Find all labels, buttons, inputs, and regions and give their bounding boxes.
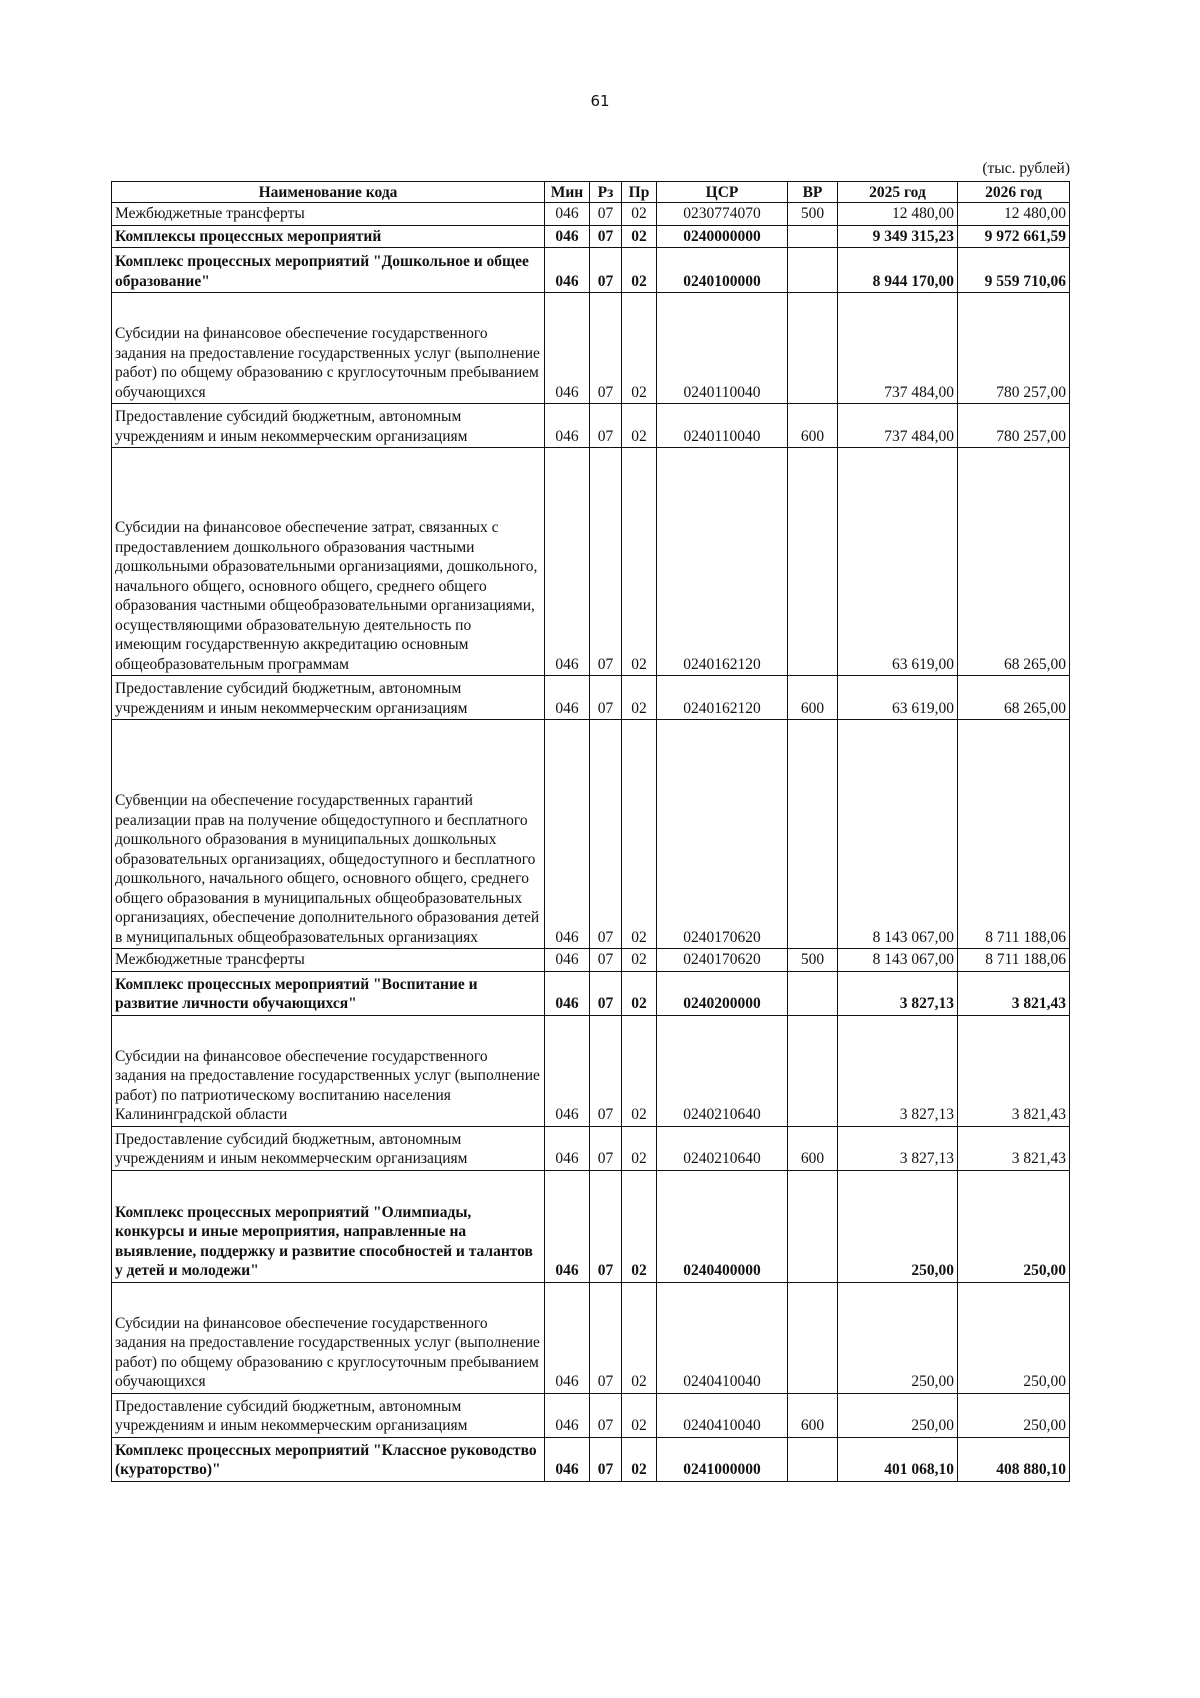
- row-min: 046: [545, 404, 590, 448]
- row-rz: 07: [590, 248, 622, 293]
- row-rz: 07: [590, 1170, 622, 1282]
- row-csr: 0240110040: [657, 404, 788, 448]
- table-row: [112, 1015, 1070, 1126]
- row-rz: 07: [590, 1282, 622, 1393]
- row-pr: 02: [622, 1393, 657, 1437]
- row-name: Комплекс процессных мероприятий "Воспитание и развитие личности обучающихся": [112, 971, 545, 1015]
- row-rz: 07: [590, 225, 622, 248]
- row-pr: 02: [622, 1282, 657, 1393]
- row-csr: 0240400000: [657, 1170, 788, 1282]
- row-name: Субсидии на финансовое обеспечение государственного задания на предоставление государственных услуг (выполнение работ) по патриотическому воспитанию населения Калининградской области: [112, 1015, 545, 1126]
- units-label: (тыс. рублей): [982, 160, 1070, 177]
- row-2026: 8 711 188,06: [958, 949, 1070, 972]
- row-csr: 0230774070: [657, 203, 788, 226]
- row-pr: 02: [622, 248, 657, 293]
- row-2025: 401 068,10: [838, 1437, 958, 1481]
- table-row: [112, 1282, 1070, 1393]
- row-rz: 07: [590, 971, 622, 1015]
- budget-table: [111, 181, 1070, 1482]
- row-min: 046: [545, 248, 590, 293]
- header-pr: Пр: [622, 182, 657, 203]
- row-min: 046: [545, 1393, 590, 1437]
- row-vr: [788, 1282, 838, 1393]
- table-row: [112, 1170, 1070, 1282]
- table-row: [112, 293, 1070, 404]
- row-vr: [788, 1170, 838, 1282]
- row-2025: 63 619,00: [838, 448, 958, 676]
- row-name: Межбюджетные трансферты: [112, 949, 545, 972]
- row-csr: 0240200000: [657, 971, 788, 1015]
- row-csr: 0240210640: [657, 1126, 788, 1170]
- row-vr: [788, 225, 838, 248]
- row-rz: 07: [590, 293, 622, 404]
- row-2025: 737 484,00: [838, 404, 958, 448]
- header-name: Наименование кода: [112, 182, 545, 203]
- row-pr: 02: [622, 1015, 657, 1126]
- row-2025: 8 944 170,00: [838, 248, 958, 293]
- row-csr: 0241000000: [657, 1437, 788, 1481]
- row-rz: 07: [590, 720, 622, 949]
- row-2026: 250,00: [958, 1282, 1070, 1393]
- row-csr: 0240100000: [657, 248, 788, 293]
- row-name: Предоставление субсидий бюджетным, автономным учреждениям и иным некоммерческим организациям: [112, 676, 545, 720]
- row-vr: [788, 293, 838, 404]
- row-vr: 500: [788, 949, 838, 972]
- row-2026: 3 821,43: [958, 971, 1070, 1015]
- row-min: 046: [545, 971, 590, 1015]
- row-2026: 780 257,00: [958, 293, 1070, 404]
- row-rz: 07: [590, 1126, 622, 1170]
- row-2026: 8 711 188,06: [958, 720, 1070, 949]
- row-csr: 0240162120: [657, 676, 788, 720]
- row-vr: [788, 971, 838, 1015]
- row-2025: 250,00: [838, 1282, 958, 1393]
- row-2026: 250,00: [958, 1170, 1070, 1282]
- row-pr: 02: [622, 949, 657, 972]
- row-min: 046: [545, 1437, 590, 1481]
- header-row: [112, 182, 1070, 203]
- row-pr: 02: [622, 404, 657, 448]
- row-2025: 12 480,00: [838, 203, 958, 226]
- row-2025: 3 827,13: [838, 1126, 958, 1170]
- header-vr: ВР: [788, 182, 838, 203]
- row-name: Предоставление субсидий бюджетным, автономным учреждениям и иным некоммерческим организациям: [112, 404, 545, 448]
- page-number: 61: [590, 92, 610, 110]
- row-name: Комплексы процессных мероприятий: [112, 225, 545, 248]
- row-name: Предоставление субсидий бюджетным, автономным учреждениям и иным некоммерческим организациям: [112, 1393, 545, 1437]
- table-row: [112, 1437, 1070, 1481]
- row-2026: 12 480,00: [958, 203, 1070, 226]
- row-min: 046: [545, 225, 590, 248]
- row-csr: 0240110040: [657, 293, 788, 404]
- row-pr: 02: [622, 293, 657, 404]
- row-csr: 0240410040: [657, 1282, 788, 1393]
- row-min: 046: [545, 949, 590, 972]
- row-2025: 250,00: [838, 1170, 958, 1282]
- row-pr: 02: [622, 1170, 657, 1282]
- row-min: 046: [545, 1282, 590, 1393]
- row-csr: 0240170620: [657, 949, 788, 972]
- row-2026: 780 257,00: [958, 404, 1070, 448]
- row-rz: 07: [590, 1015, 622, 1126]
- row-2025: 8 143 067,00: [838, 720, 958, 949]
- row-vr: 600: [788, 1126, 838, 1170]
- table-row: [112, 1393, 1070, 1437]
- table-row: [112, 1126, 1070, 1170]
- row-vr: [788, 248, 838, 293]
- row-rz: 07: [590, 404, 622, 448]
- row-rz: 07: [590, 203, 622, 226]
- row-2025: 3 827,13: [838, 1015, 958, 1126]
- row-name: Предоставление субсидий бюджетным, автономным учреждениям и иным некоммерческим организациям: [112, 1126, 545, 1170]
- row-2026: 3 821,43: [958, 1126, 1070, 1170]
- table-row: [112, 720, 1070, 949]
- row-min: 046: [545, 1170, 590, 1282]
- row-min: 046: [545, 448, 590, 676]
- row-pr: 02: [622, 676, 657, 720]
- row-2026: 68 265,00: [958, 676, 1070, 720]
- row-csr: 0240210640: [657, 1015, 788, 1126]
- row-name: Комплекс процессных мероприятий "Классное руководство (кураторство)": [112, 1437, 545, 1481]
- row-csr: 0240170620: [657, 720, 788, 949]
- row-2025: 737 484,00: [838, 293, 958, 404]
- row-vr: [788, 1437, 838, 1481]
- row-rz: 07: [590, 676, 622, 720]
- row-rz: 07: [590, 1393, 622, 1437]
- row-name: Субвенции на обеспечение государственных гарантий реализации прав на получение общедоступного и бесплатного дошкольного образования в муниципальных дошкольных образовательных организациях, общедоступного и бесплатного дошкольного, начального общего, основного общего, среднего общего образования в муниципальных общеобразовательных организациях, обеспечение дополнительного образования детей в муниципальных общеобразовательных организациях: [112, 720, 545, 949]
- row-2025: 9 349 315,23: [838, 225, 958, 248]
- row-pr: 02: [622, 971, 657, 1015]
- row-name: Комплекс процессных мероприятий "Олимпиады, конкурсы и иные мероприятия, направленные на выявление, поддержку и развитие способностей и талантов у детей и молодежи": [112, 1170, 545, 1282]
- header-csr: ЦСР: [657, 182, 788, 203]
- header-2026: 2026 год: [958, 182, 1070, 203]
- row-rz: 07: [590, 1437, 622, 1481]
- row-pr: 02: [622, 448, 657, 676]
- row-2026: 68 265,00: [958, 448, 1070, 676]
- header-2025: 2025 год: [838, 182, 958, 203]
- row-csr: 0240162120: [657, 448, 788, 676]
- row-name: Субсидии на финансовое обеспечение затрат, связанных с предоставлением дошкольного образования частными дошкольными образовательными организациями, дошкольного, начального общего, основного общего, среднего общего образования частными общеобразовательными организациями, осуществляющими образовательную деятельность по имеющим государственную аккредитацию основным общеобразовательным программам: [112, 448, 545, 676]
- row-vr: 600: [788, 676, 838, 720]
- table-row: [112, 949, 1070, 972]
- table-row: [112, 404, 1070, 448]
- row-vr: 600: [788, 1393, 838, 1437]
- header-rz: Рз: [590, 182, 622, 203]
- row-pr: 02: [622, 1126, 657, 1170]
- row-vr: [788, 448, 838, 676]
- row-2026: 9 972 661,59: [958, 225, 1070, 248]
- row-vr: [788, 1015, 838, 1126]
- row-csr: 0240410040: [657, 1393, 788, 1437]
- row-csr: 0240000000: [657, 225, 788, 248]
- table-row: [112, 448, 1070, 676]
- row-min: 046: [545, 676, 590, 720]
- row-name: Межбюджетные трансферты: [112, 203, 545, 226]
- row-2026: 408 880,10: [958, 1437, 1070, 1481]
- row-vr: [788, 720, 838, 949]
- row-2026: 9 559 710,06: [958, 248, 1070, 293]
- row-vr: 600: [788, 404, 838, 448]
- row-min: 046: [545, 1126, 590, 1170]
- row-rz: 07: [590, 448, 622, 676]
- row-2025: 8 143 067,00: [838, 949, 958, 972]
- row-vr: 500: [788, 203, 838, 226]
- row-min: 046: [545, 203, 590, 226]
- row-2026: 3 821,43: [958, 1015, 1070, 1126]
- table-row: [112, 248, 1070, 293]
- row-2025: 250,00: [838, 1393, 958, 1437]
- row-min: 046: [545, 720, 590, 949]
- row-pr: 02: [622, 225, 657, 248]
- row-name: Комплекс процессных мероприятий "Дошкольное и общее образование": [112, 248, 545, 293]
- table-row: [112, 225, 1070, 248]
- row-pr: 02: [622, 203, 657, 226]
- row-2025: 3 827,13: [838, 971, 958, 1015]
- row-2025: 63 619,00: [838, 676, 958, 720]
- row-min: 046: [545, 1015, 590, 1126]
- table-row: [112, 676, 1070, 720]
- row-pr: 02: [622, 720, 657, 949]
- table-row: [112, 971, 1070, 1015]
- row-name: Субсидии на финансовое обеспечение государственного задания на предоставление государственных услуг (выполнение работ) по общему образованию с круглосуточным пребыванием обучающихся: [112, 1282, 545, 1393]
- row-pr: 02: [622, 1437, 657, 1481]
- row-2026: 250,00: [958, 1393, 1070, 1437]
- row-name: Субсидии на финансовое обеспечение государственного задания на предоставление государственных услуг (выполнение работ) по общему образованию с круглосуточным пребыванием обучающихся: [112, 293, 545, 404]
- header-min: Мин: [545, 182, 590, 203]
- table-row: [112, 203, 1070, 226]
- row-min: 046: [545, 293, 590, 404]
- row-rz: 07: [590, 949, 622, 972]
